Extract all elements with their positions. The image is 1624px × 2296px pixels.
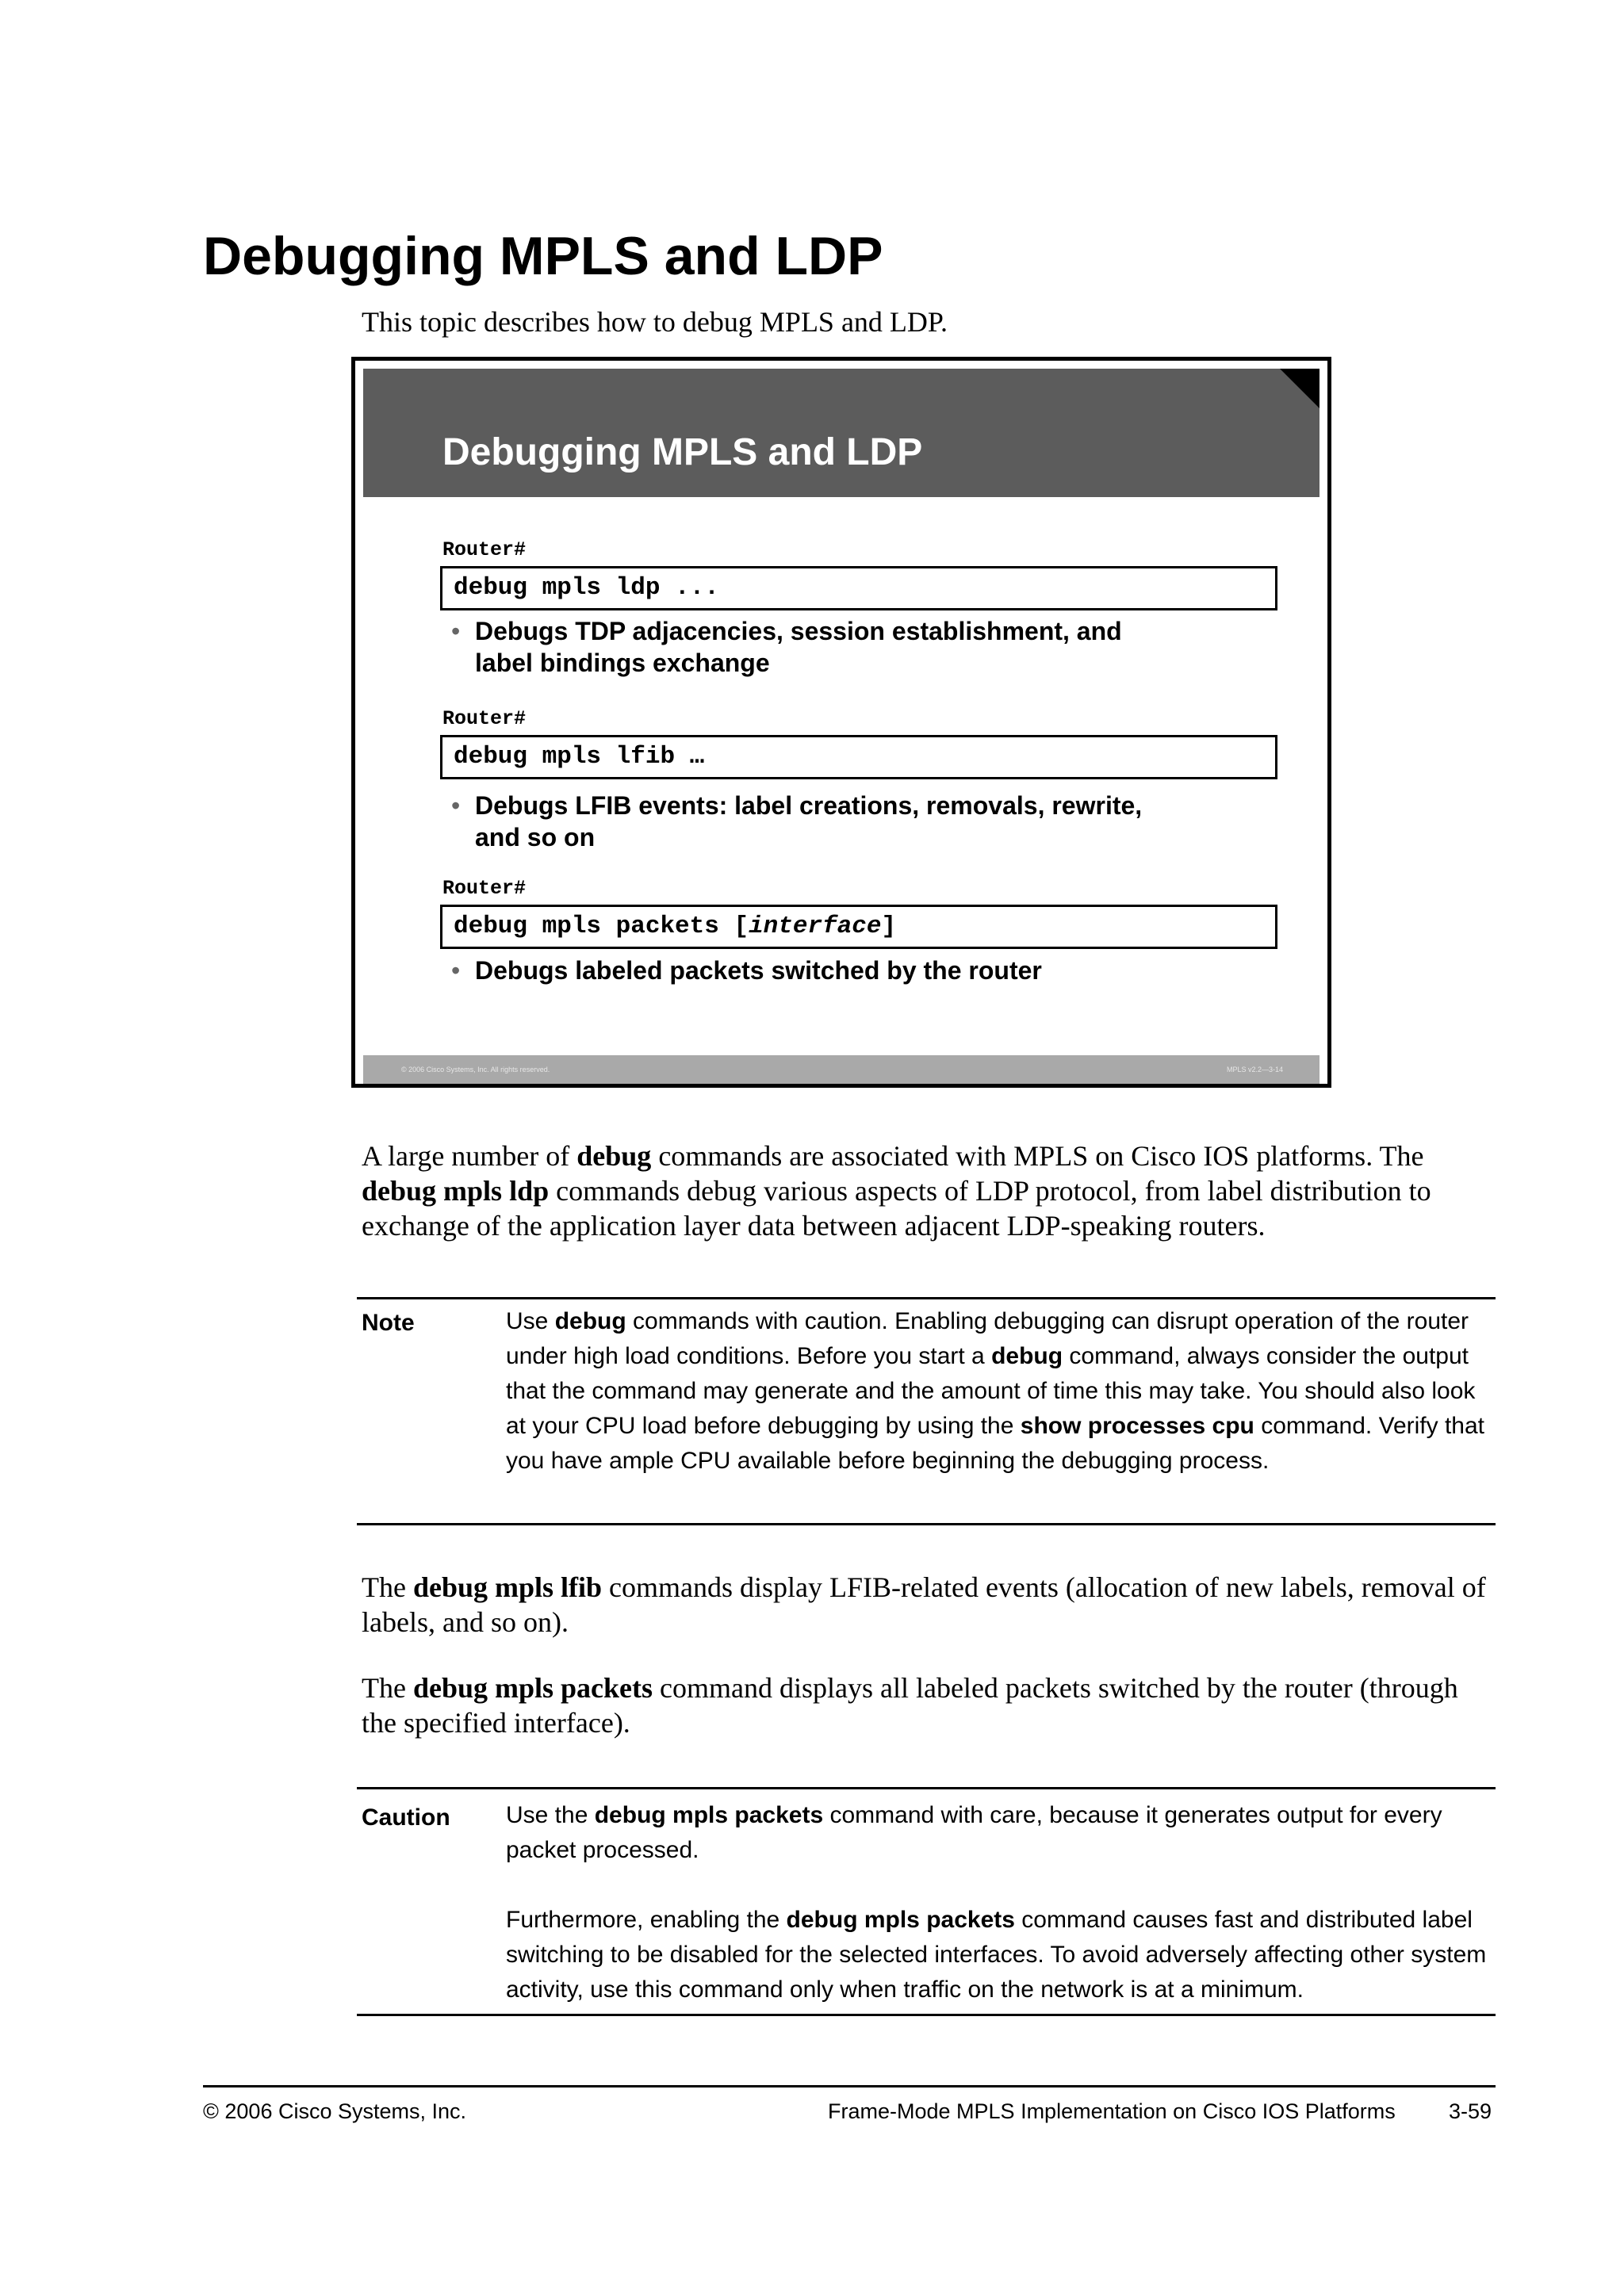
text-run: command. Verify that you have ample CPU available before beginning the debugging process. — [506, 1413, 1485, 1474]
caution-text — [506, 1798, 1497, 1868]
router-prompt: Router# — [442, 538, 527, 561]
body-paragraph — [362, 1570, 1496, 1640]
note-top-rule — [357, 1297, 1496, 1299]
caution-text — [506, 1903, 1497, 2007]
caution-label: Caution — [362, 1804, 450, 1831]
text-run: commands are associated with MPLS on Cisco IOS platforms. The — [651, 1140, 1424, 1172]
command-term: debug — [576, 1140, 652, 1172]
note-bottom-rule — [357, 1523, 1496, 1525]
topic-intro: This topic describes how to debug MPLS and LDP. — [362, 306, 948, 338]
text-run: commands display LFIB-related events (allocation of new labels, removal of labels, and so on). — [362, 1571, 1486, 1638]
text-run: command causes fast and distributed label switching to be disabled for the selected interfaces. To avoid adversely affecting other system activity, use this command only when traffic on the network is at a minimum. — [506, 1907, 1487, 2003]
bullet-line: Debugs labeled packets switched by the router — [475, 956, 1042, 985]
text-run: Use the — [506, 1802, 595, 1828]
slide-footer — [363, 1055, 1320, 1084]
bullet-item — [451, 955, 1212, 986]
command-prefix: debug mpls packets [ — [454, 913, 749, 940]
command-term: show processes cpu — [1020, 1413, 1254, 1439]
command-term: debug — [554, 1308, 626, 1334]
router-prompt: Router# — [442, 877, 527, 900]
slide-copyright: © 2006 Cisco Systems, Inc. All rights reserved. — [401, 1066, 550, 1073]
command-box: debug mpls ldp ... — [440, 566, 1277, 610]
bullet-icon: • — [451, 791, 461, 820]
text-run: Use — [506, 1308, 555, 1334]
corner-fold-icon — [1280, 369, 1320, 408]
text-run: commands debug various aspects of LDP protocol, from label distribution to exchange of the application layer data between adjacent LDP-speaking routers. — [362, 1175, 1431, 1242]
slide-title: Debugging MPLS and LDP — [442, 431, 923, 473]
bullet-item — [451, 615, 1212, 679]
text-run: A large number of — [362, 1140, 577, 1172]
command-term: debug mpls ldp — [362, 1175, 550, 1207]
text-run: command, always consider the output that the command may generate and the amount of time this may take. You should also look at your CPU load before debugging by using the — [506, 1343, 1476, 1439]
note-text — [506, 1304, 1497, 1479]
command-term: debug mpls lfib — [412, 1571, 603, 1603]
command-term: debug mpls packets — [594, 1802, 824, 1828]
slide-header — [363, 369, 1320, 497]
bullet-line: and so on — [475, 823, 596, 851]
slide-number: MPLS v2.2—3-14 — [1226, 1066, 1283, 1073]
bullet-line: label bindings exchange — [475, 649, 770, 677]
router-prompt: Router# — [442, 707, 527, 730]
bullet-item — [451, 790, 1212, 853]
text-run: The — [362, 1571, 413, 1603]
command-box — [440, 905, 1277, 949]
bullet-icon: • — [451, 956, 461, 985]
bullet-line: Debugs LFIB events: label creations, removals, rewrite, — [475, 791, 1143, 820]
footer-copyright: © 2006 Cisco Systems, Inc. — [203, 2099, 467, 2123]
command-term: debug mpls packets — [786, 1907, 1015, 1933]
command-term: debug — [991, 1343, 1063, 1369]
footer-book-title: Frame-Mode MPLS Implementation on Cisco IOS Platforms — [828, 2099, 1396, 2123]
text-run: The — [362, 1672, 413, 1704]
page-title: Debugging MPLS and LDP — [203, 226, 883, 286]
command-suffix: ] — [881, 913, 897, 940]
caution-bottom-rule — [357, 2014, 1496, 2016]
text-run: command with care, because it generates output for every packet processed. — [506, 1802, 1442, 1863]
command-box: debug mpls lfib … — [440, 735, 1277, 779]
bullet-line: Debugs TDP adjacencies, session establishment, and — [475, 617, 1122, 645]
page-number: 3-59 — [1449, 2099, 1492, 2123]
text-run: command displays all labeled packets switched by the router (through the specified interface). — [362, 1672, 1458, 1739]
command-argument: interface — [749, 913, 882, 940]
text-run: Furthermore, enabling the — [506, 1907, 787, 1933]
body-paragraph — [362, 1670, 1496, 1740]
command-term: debug mpls packets — [412, 1672, 653, 1704]
body-paragraph — [362, 1138, 1496, 1243]
text-run: commands with caution. Enabling debugging can disrupt operation of the router under high load conditions. Before you start a — [506, 1308, 1469, 1369]
footer-rule — [203, 2085, 1496, 2087]
note-label: Note — [362, 1310, 415, 1336]
caution-top-rule — [357, 1787, 1496, 1789]
slide-figure — [351, 357, 1331, 1088]
bullet-icon: • — [451, 617, 461, 645]
